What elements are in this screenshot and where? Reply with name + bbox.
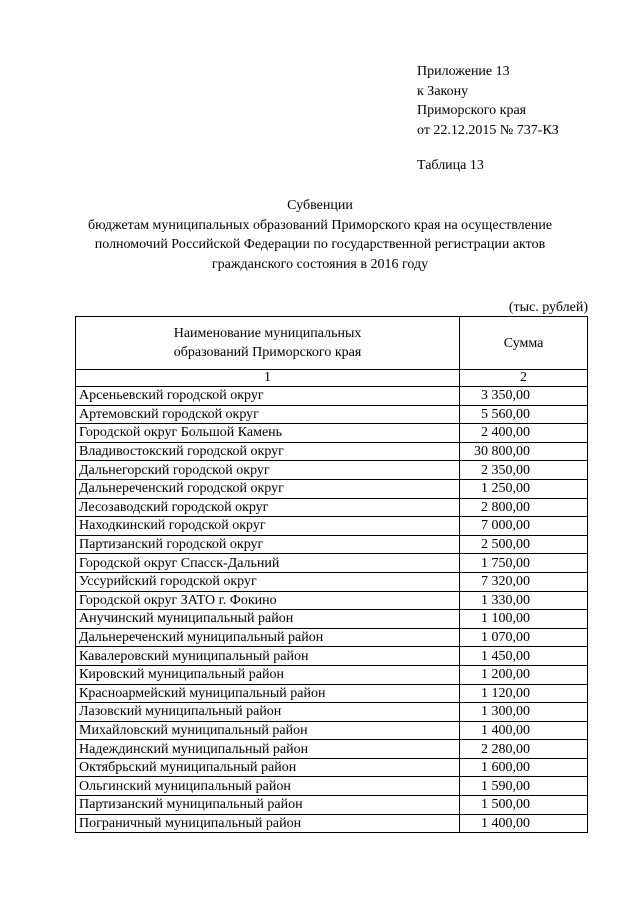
- appendix-block: [417, 62, 559, 140]
- table-row: [76, 814, 588, 833]
- municipality-name-cell: Красноармейский муниципальный район: [76, 684, 460, 703]
- table-row: [76, 703, 588, 722]
- municipality-name-cell: Владивостокский городской округ: [76, 442, 460, 461]
- table-row: [76, 479, 588, 498]
- table-row: [76, 572, 588, 591]
- table-row: [76, 721, 588, 740]
- table-row: [76, 796, 588, 815]
- amount-cell: 2 500,00: [460, 535, 588, 554]
- amount-cell: 1 500,00: [460, 796, 588, 815]
- municipality-name-cell: Надеждинский муниципальный район: [76, 740, 460, 759]
- table-row: [76, 610, 588, 629]
- header-sum-cell: Сумма: [460, 317, 588, 370]
- table-row: [76, 665, 588, 684]
- municipality-name-cell: Ольгинский муниципальный район: [76, 777, 460, 796]
- appendix-line-3: Приморского края: [417, 103, 527, 118]
- municipality-name-cell: Лесозаводский городской округ: [76, 498, 460, 517]
- amount-cell: 1 330,00: [460, 591, 588, 610]
- municipality-name-cell: Городской округ Большой Камень: [76, 424, 460, 443]
- amount-cell: 1 600,00: [460, 758, 588, 777]
- municipality-name-cell: Дальнегорский городской округ: [76, 461, 460, 480]
- table-row: [76, 740, 588, 759]
- units-label: (тыс. рублей): [508, 300, 588, 315]
- header-name-line-1: Наименование муниципальных: [173, 326, 362, 341]
- header-name-cell: [76, 317, 460, 370]
- title-line-2: бюджетам муниципальных образований Приморского края на осуществление: [87, 217, 553, 233]
- table-header-row: [76, 317, 588, 370]
- title-line-1: Субвенции: [287, 198, 353, 213]
- municipality-name-cell: Партизанский муниципальный район: [76, 796, 460, 815]
- table-row: [76, 628, 588, 647]
- title-line-3: полномочий Российской Федерации по государственной регистрации актов: [94, 237, 546, 252]
- table-row: [76, 461, 588, 480]
- table-row: [76, 758, 588, 777]
- municipality-name-cell: Дальнереченский городской округ: [76, 479, 460, 498]
- municipality-name-cell: Лазовский муниципальный район: [76, 703, 460, 722]
- municipality-name-cell: Арсеньевский городской округ: [76, 387, 460, 406]
- amount-cell: 1 120,00: [460, 684, 588, 703]
- amount-cell: 30 800,00: [460, 442, 588, 461]
- table-row: [76, 387, 588, 406]
- table-row: [76, 424, 588, 443]
- amount-cell: 2 800,00: [460, 498, 588, 517]
- appendix-line-1: Приложение 13: [417, 64, 510, 79]
- amount-cell: 1 070,00: [460, 628, 588, 647]
- table-row: [76, 554, 588, 573]
- subventions-table: [75, 316, 588, 833]
- municipality-name-cell: Анучинский муниципальный район: [76, 610, 460, 629]
- municipality-name-cell: Находкинский городской округ: [76, 517, 460, 536]
- amount-cell: 5 560,00: [460, 405, 588, 424]
- amount-cell: 1 400,00: [460, 814, 588, 833]
- index-cell-2: 2: [460, 370, 588, 387]
- amount-cell: 3 350,00: [460, 387, 588, 406]
- municipality-name-cell: Пограничный муниципальный район: [76, 814, 460, 833]
- amount-cell: 2 350,00: [460, 461, 588, 480]
- amount-cell: 1 250,00: [460, 479, 588, 498]
- table-number-label: Таблица 13: [417, 158, 484, 173]
- municipality-name-cell: Михайловский муниципальный район: [76, 721, 460, 740]
- amount-cell: 1 400,00: [460, 721, 588, 740]
- amount-cell: 1 300,00: [460, 703, 588, 722]
- table-row: [76, 591, 588, 610]
- table-row: [76, 517, 588, 536]
- amount-cell: 1 590,00: [460, 777, 588, 796]
- municipality-name-cell: Партизанский городской округ: [76, 535, 460, 554]
- amount-cell: 2 400,00: [460, 424, 588, 443]
- table-row: [76, 684, 588, 703]
- amount-cell: 7 320,00: [460, 572, 588, 591]
- amount-cell: 1 450,00: [460, 647, 588, 666]
- title-line-4: гражданского состояния в 2016 году: [211, 256, 429, 272]
- municipality-name-cell: Октябрьский муниципальный район: [76, 758, 460, 777]
- municipality-name-cell: Уссурийский городской округ: [76, 572, 460, 591]
- amount-cell: 7 000,00: [460, 517, 588, 536]
- table-row: [76, 498, 588, 517]
- appendix-line-4: от 22.12.2015 № 737-КЗ: [417, 122, 559, 138]
- amount-cell: 1 750,00: [460, 554, 588, 573]
- municipality-name-cell: Дальнереченский муниципальный район: [76, 628, 460, 647]
- table-index-row: [76, 370, 588, 387]
- amount-cell: 2 280,00: [460, 740, 588, 759]
- municipality-name-cell: Кавалеровский муниципальный район: [76, 647, 460, 666]
- amount-cell: 1 200,00: [460, 665, 588, 684]
- table-row: [76, 535, 588, 554]
- appendix-line-2: к Закону: [417, 83, 469, 99]
- table-row: [76, 777, 588, 796]
- amount-cell: 1 100,00: [460, 610, 588, 629]
- index-cell-1: 1: [76, 370, 460, 387]
- municipality-name-cell: Городской округ Спасск-Дальний: [76, 554, 460, 573]
- table-row: [76, 405, 588, 424]
- municipality-name-cell: Городской округ ЗАТО г. Фокино: [76, 591, 460, 610]
- municipality-name-cell: Артемовский городской округ: [76, 405, 460, 424]
- table-body: [76, 387, 588, 833]
- document-title: [60, 196, 580, 274]
- table-row: [76, 647, 588, 666]
- table-row: [76, 442, 588, 461]
- municipality-name-cell: Кировский муниципальный район: [76, 665, 460, 684]
- header-name-line-2: образований Приморского края: [173, 345, 362, 360]
